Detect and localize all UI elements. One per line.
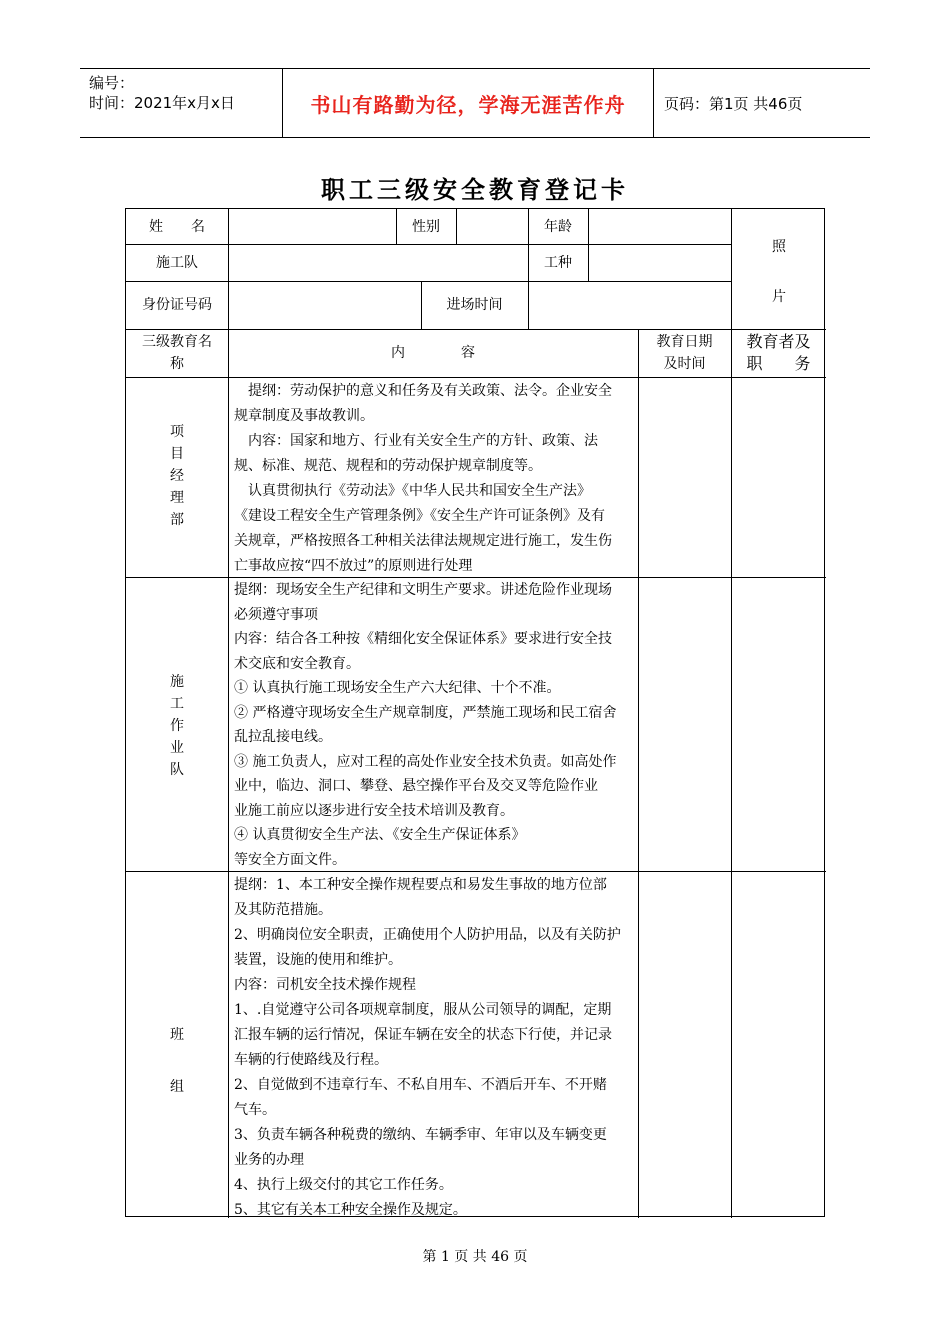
page-footer: 第 1 页 共 46 页 xyxy=(422,1249,528,1265)
header-meta xyxy=(80,69,282,137)
content-line: 《建设工程安全生产管理条例》《安全生产许可证条例》及有 xyxy=(234,508,605,524)
content-line: 内容：结合各工种按《精细化安全保证体系》要求进行安全技 xyxy=(234,631,612,647)
trade-label: 工种 xyxy=(544,254,572,271)
name-label: 姓 名 xyxy=(149,218,205,235)
content-line: ③ 施工负责人，应对工程的高处作业安全技术负责。如高处作 xyxy=(234,753,617,770)
content-line: 关规章，严格按照各工种相关法律法规规定进行施工，发生伤 xyxy=(234,533,612,549)
date-header-line1: 教育日期 xyxy=(656,334,713,350)
educator-header xyxy=(731,329,826,377)
content-line: 1、.自觉遵守公司各项规章制度，服从公司领导的调配，定期 xyxy=(234,1002,612,1018)
level-char: 业 xyxy=(170,740,184,756)
content-line: 必须遵守事项 xyxy=(234,606,318,623)
content-line: 2、明确岗位安全职责，正确使用个人防护用品，以及有关防护 xyxy=(234,927,621,943)
edu-name-header-line2: 称 xyxy=(170,356,184,372)
educator-header-line1: 教育者及 xyxy=(746,332,811,351)
educator-header-line2: 职 务 xyxy=(746,354,811,373)
content-line: 内容：司机安全技术操作规程 xyxy=(234,977,416,993)
content-line: 认真贯彻执行《劳动法》《中华人民共和国安全生产法》 xyxy=(234,483,591,499)
content-line: 业中，临边、洞口、攀登、悬空操作平台及交叉等危险作业 xyxy=(234,778,598,794)
content-line: 装置，设施的使用和维护。 xyxy=(234,952,402,968)
photo-label-bottom: 片 xyxy=(772,289,786,305)
gender-field[interactable] xyxy=(457,209,528,244)
trade-field[interactable] xyxy=(589,244,731,281)
content-line: 提纲：现场安全生产纪律和文明生产要求。讲述危险作业现场 xyxy=(234,582,612,598)
age-label: 年龄 xyxy=(544,218,572,235)
photo-label-top: 照 xyxy=(772,239,786,255)
content-work-team xyxy=(234,578,634,872)
date-header-line2: 及时间 xyxy=(663,356,706,372)
content-line: 等安全方面文件。 xyxy=(234,851,346,868)
content-header: 内 容 xyxy=(391,345,475,361)
id-number-field[interactable] xyxy=(229,281,421,329)
content-line: 亡事故应按“四不放过”的原则进行处理 xyxy=(234,558,473,574)
id-number-label: 身份证号码 xyxy=(142,297,212,313)
gender-label: 性别 xyxy=(412,218,440,235)
level-char: 施 xyxy=(170,674,184,690)
document-header xyxy=(80,68,870,138)
content-project-dept xyxy=(234,379,634,579)
date-header xyxy=(638,329,731,377)
level-char: 项 xyxy=(170,424,184,440)
content-line: 规章制度及事故教训。 xyxy=(234,408,374,424)
content-line: 4、执行上级交付的其它工作任务。 xyxy=(234,1177,453,1193)
content-line: 气车。 xyxy=(234,1102,276,1118)
team-field[interactable] xyxy=(229,244,528,281)
content-line: 业务的办理 xyxy=(234,1152,304,1168)
content-line: 业施工前应以逐步进行安全技术培训及教育。 xyxy=(234,802,514,819)
content-line: 汇报车辆的运行情况，保证车辆在安全的状态下行使，并记录 xyxy=(234,1027,612,1043)
entry-time-field[interactable] xyxy=(529,281,731,329)
team-label: 施工队 xyxy=(156,254,198,271)
header-page-info: 页码：第1页 共46页 xyxy=(664,94,803,113)
content-line: 提纲：1、本工种安全操作规程要点和易发生事故的地方位部 xyxy=(234,877,607,893)
content-line: 提纲：劳动保护的意义和任务及有关政策、法令。企业安全 xyxy=(234,383,612,399)
level-char: 理 xyxy=(170,490,184,506)
level-char: 工 xyxy=(170,696,184,712)
level-char: 目 xyxy=(170,446,184,462)
content-line: 及其防范措施。 xyxy=(234,902,332,918)
name-field[interactable] xyxy=(229,209,396,244)
grid-line xyxy=(638,329,639,1218)
content-line: 车辆的行使路线及行程。 xyxy=(234,1052,388,1068)
level-char: 班 xyxy=(170,1027,184,1043)
content-line: ④ 认真贯彻安全生产法、《安全生产保证体系》 xyxy=(234,827,526,843)
edu-name-header-line1: 三级教育名 xyxy=(142,334,212,350)
content-line: ① 认真执行施工现场安全生产六大纪律、十个不准。 xyxy=(234,680,561,696)
level-char: 队 xyxy=(170,762,184,778)
registration-form xyxy=(125,208,825,1217)
content-line: 术交底和安全教育。 xyxy=(234,655,360,672)
content-line: 规、标准、规范、规程和的劳动保护规章制度等。 xyxy=(234,458,542,474)
level-char: 组 xyxy=(170,1079,184,1095)
page-title: 职工三级安全教育登记卡 xyxy=(321,175,629,204)
level-char: 部 xyxy=(170,512,184,528)
content-line: 2、自觉做到不违章行车、不私自用车、不酒后开车、不开赌 xyxy=(234,1077,607,1093)
time-label: 时间：2021年x月x日 xyxy=(89,94,235,112)
content-line: 乱拉乱接电线。 xyxy=(234,729,332,745)
number-label: 编号： xyxy=(89,74,135,92)
edu-name-header xyxy=(126,329,228,377)
level-label-squad xyxy=(127,1009,227,1113)
entry-time-label: 进场时间 xyxy=(446,297,503,313)
content-squad xyxy=(234,873,634,1223)
content-line: 内容：国家和地方、行业有关安全生产的方针、政策、法 xyxy=(234,433,598,449)
content-line: 5、其它有关本工种安全操作及规定。 xyxy=(234,1202,467,1218)
grid-line xyxy=(126,377,826,378)
level-label-project-dept xyxy=(127,421,227,531)
content-line: ② 严格遵守现场安全生产规章制度，严禁施工现场和民工宿舍 xyxy=(234,704,617,721)
age-field[interactable] xyxy=(589,209,731,244)
header-motto: 书山有路勤为径，学海无涯苦作舟 xyxy=(310,92,626,117)
level-char: 作 xyxy=(170,718,184,734)
level-label-work-team xyxy=(127,671,227,781)
level-char: 经 xyxy=(170,468,184,484)
content-line: 3、负责车辆各种税费的缴纳、车辆季审、年审以及车辆变更 xyxy=(234,1127,607,1143)
